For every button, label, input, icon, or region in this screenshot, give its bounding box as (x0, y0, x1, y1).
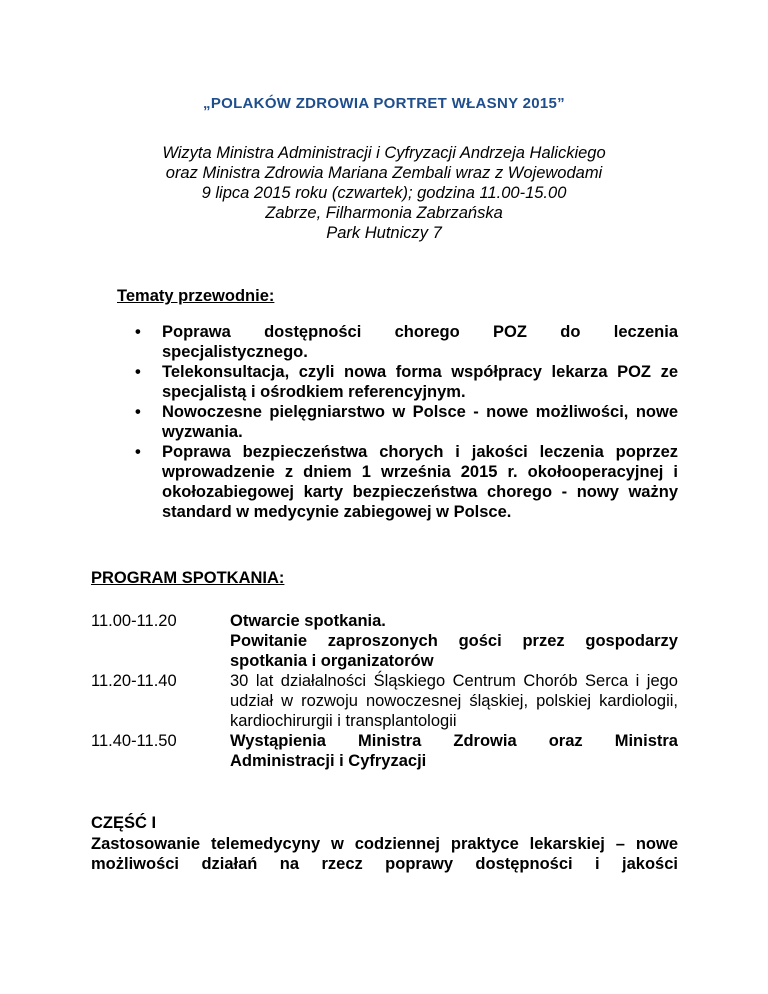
part-heading: CZĘŚĆ I (91, 814, 157, 832)
schedule-description (230, 611, 678, 671)
visit-line-2: oraz Ministra Zdrowia Mariana Zembali wraz z Wojewodami (165, 164, 603, 182)
schedule-description (230, 731, 678, 771)
bullet-icon: • (135, 323, 141, 341)
schedule-line: Otwarcie spotkania. (230, 612, 386, 630)
topic-text: Poprawa bezpieczeństwa chorych i jakości leczenia poprzez wprowadzenie z dniem 1 września 2015 r. okołooperacyjnej i okołozabiegowej karty bezpieczeństwa chorego - nowy ważny standard w medycynie zabiegowej w Polsce. (162, 443, 678, 521)
schedule-description: 30 lat działalności Śląskiego Centrum Chorób Serca i jego udział w rozwoju nowoczesnej śląskiej, polskiej kardiologii, kardiochirurgii i transplantologii (230, 672, 678, 730)
visit-line-4: Zabrze, Filharmonia Zabrzańska (265, 204, 503, 222)
topic-item (135, 322, 678, 362)
bullet-icon: • (135, 403, 141, 421)
schedule-time: 11.20-11.40 (91, 672, 177, 690)
visit-info (0, 143, 768, 243)
document-title: „POLAKÓW ZDROWIA PORTRET WŁASNY 2015” (203, 95, 565, 112)
visit-line-1: Wizyta Ministra Administracji i Cyfryzacji Andrzeja Halickiego (162, 144, 606, 162)
topic-item (135, 442, 678, 522)
schedule-line: Powitanie zaproszonych gości przez gospodarzy spotkania i organizatorów (230, 632, 678, 670)
bullet-icon: • (135, 363, 141, 381)
visit-line-5: Park Hutniczy 7 (326, 224, 442, 242)
topics-heading: Tematy przewodnie: (117, 287, 275, 305)
schedule-line: Wystąpienia Ministra Zdrowia oraz Ministra (230, 732, 678, 750)
part-text: Zastosowanie telemedycyny w codziennej praktyce lekarskiej – nowe możliwości działań na rzecz poprawy dostępności i jakości (91, 835, 678, 873)
schedule-row (91, 611, 678, 671)
topic-text: Telekonsultacja, czyli nowa forma współpracy lekarza POZ ze specjalistą i ośrodkiem referencyjnym. (162, 363, 678, 401)
program-schedule (91, 611, 678, 771)
schedule-time: 11.40-11.50 (91, 732, 177, 750)
topic-item (135, 402, 678, 442)
topic-item (135, 362, 678, 402)
bullet-icon: • (135, 443, 141, 461)
topic-text: Poprawa dostępności chorego POZ do leczenia specjalistycznego. (162, 323, 678, 361)
schedule-time: 11.00-11.20 (91, 612, 177, 630)
visit-line-3: 9 lipca 2015 roku (czwartek); godzina 11.00-15.00 (201, 184, 567, 202)
topics-list (135, 322, 678, 522)
schedule-row (91, 671, 678, 731)
schedule-row (91, 731, 678, 771)
schedule-line: Administracji i Cyfryzacji (230, 752, 427, 770)
program-heading: PROGRAM SPOTKANIA: (91, 569, 285, 587)
topic-text: Nowoczesne pielęgniarstwo w Polsce - nowe możliwości, nowe wyzwania. (162, 403, 678, 441)
